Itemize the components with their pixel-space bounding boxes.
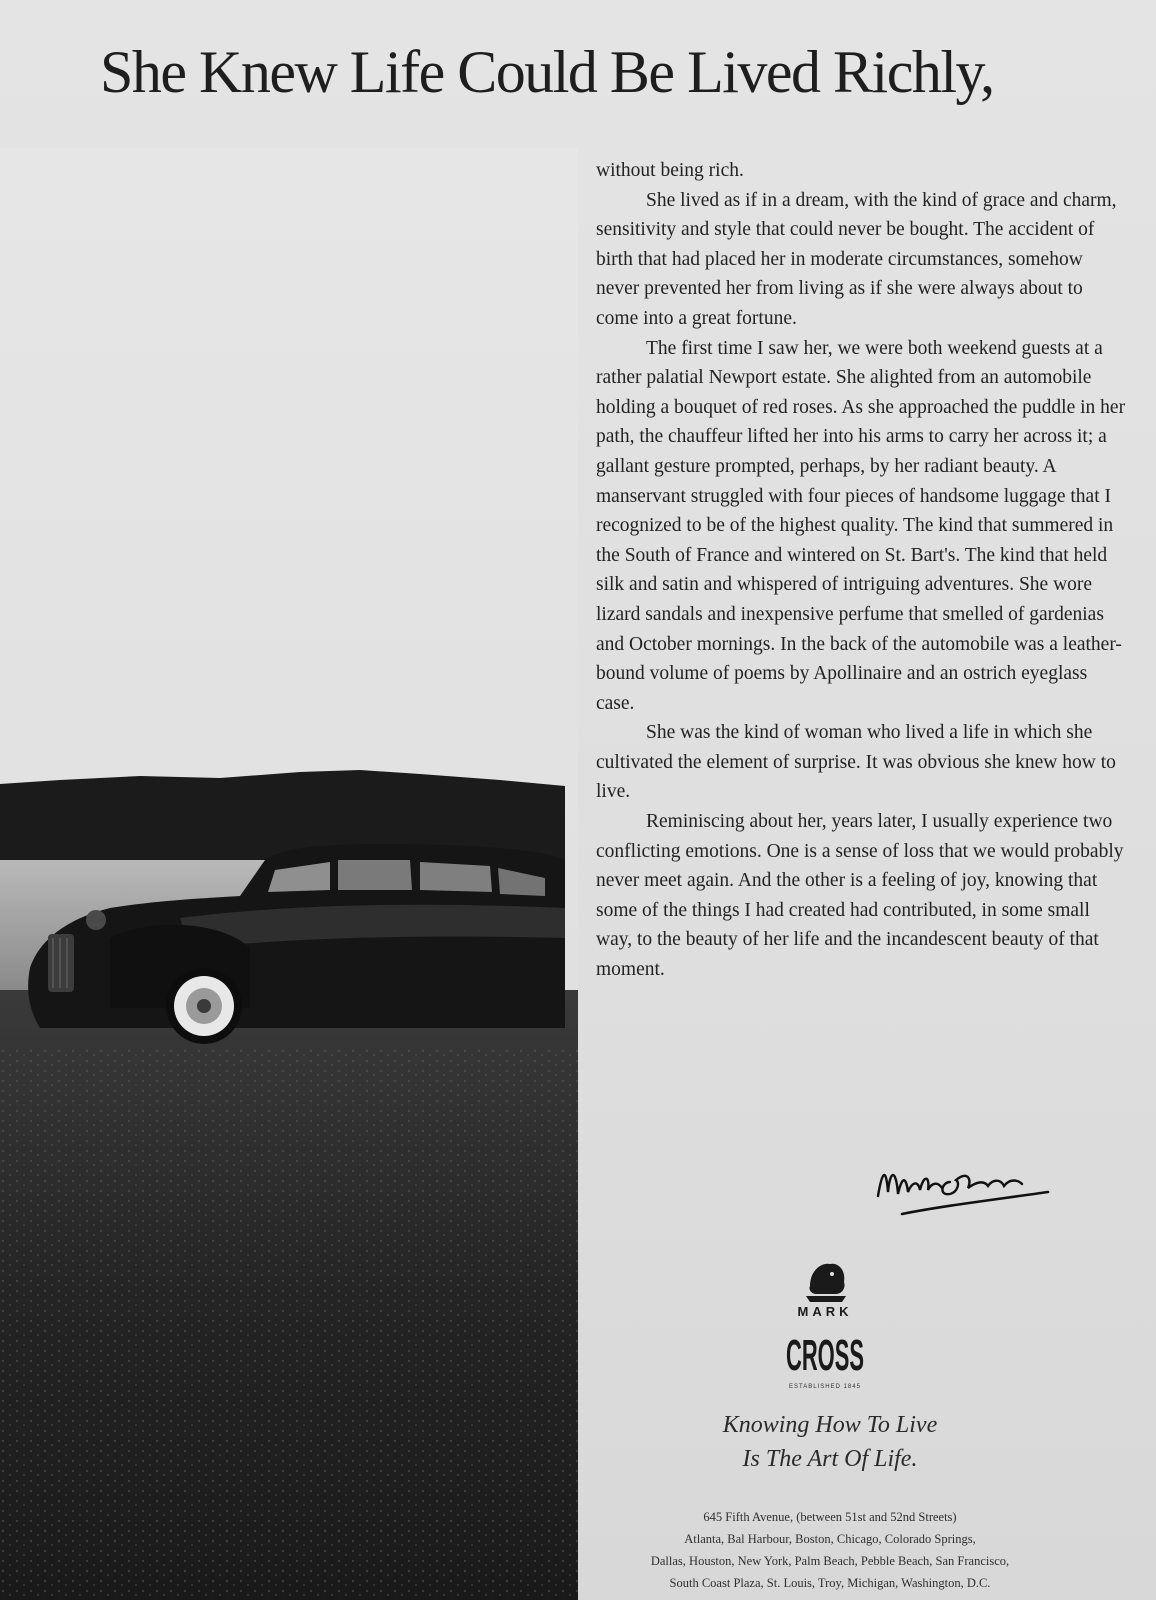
lion-crest-icon [806, 1264, 846, 1302]
headline: She Knew Life Could Be Lived Richly, [100, 39, 994, 105]
address-line-1: 645 Fifth Avenue, (between 51st and 52nd Streets) [703, 1510, 957, 1524]
tagline-line-2: Is The Art Of Life. [742, 1446, 918, 1472]
body-paragraph-4: She was the kind of woman who lived a life in which she cultivated the element of surprise. It was obvious she knew how to live. [596, 722, 1116, 803]
address-line-4: South Coast Plaza, St. Louis, Troy, Michigan, Washington, D.C. [669, 1576, 991, 1590]
signature [872, 1152, 1072, 1222]
vintage-car-image [0, 148, 578, 1600]
address-line-2: Atlanta, Bal Harbour, Boston, Chicago, Colorado Springs, [684, 1532, 976, 1546]
logo-established-text: ESTABLISHED 1845 [789, 1384, 861, 1390]
logo-mark-text: MARK [797, 1304, 853, 1319]
body-paragraph-2: She lived as if in a dream, with the kind of grace and charm, sensitivity and style that could never be bought. The accident of birth that had placed her in moderate circumstances, somehow never prevented her from living as if she were always about to come into a great fortune. [596, 189, 1117, 329]
tagline [620, 1408, 1040, 1476]
store-addresses [570, 1506, 1090, 1594]
address-line-3: Dallas, Houston, New York, Palm Beach, Pebble Beach, San Francisco, [650, 1554, 1010, 1568]
mark-cross-logo [770, 1258, 880, 1408]
tagline-line-1: Knowing How To Live [722, 1412, 938, 1438]
body-paragraph-5: Reminiscing about her, years later, I usually experience two conflicting emotions. One is a sense of loss that we would probably never meet again. And the other is a feeling of joy, knowing that some of the things I had created had contributed, in some small way, to the beauty of her life and the incandescent beauty of that moment. [596, 811, 1124, 981]
logo-cross-text: CROSS [786, 1331, 864, 1380]
body-paragraph-1: without being rich. [596, 160, 744, 181]
body-copy [596, 156, 1126, 985]
body-paragraph-3: The first time I saw her, we were both weekend guests at a rather palatial Newport estate. She alighted from an automobile holding a bouquet of red roses. As she approached the puddle in her path, the chauffeur lifted her into his arms to carry her across it; a gallant gesture prompted, perhaps, by her radiant beauty. A manservant struggled with four pieces of handsome luggage that I recognized to be of the highest quality. The kind that summered in the South of France and wintered on St. Bart's. The kind that held silk and satin and whispered of intriguing adventures. She wore lizard sandals and inexpensive perfume that smelled of gardenias and October mornings. In the back of the automobile was a leather-bound volume of poems by Apollinaire and an ostrich eyeglass case. [596, 337, 1126, 714]
car-photo [0, 148, 578, 1600]
